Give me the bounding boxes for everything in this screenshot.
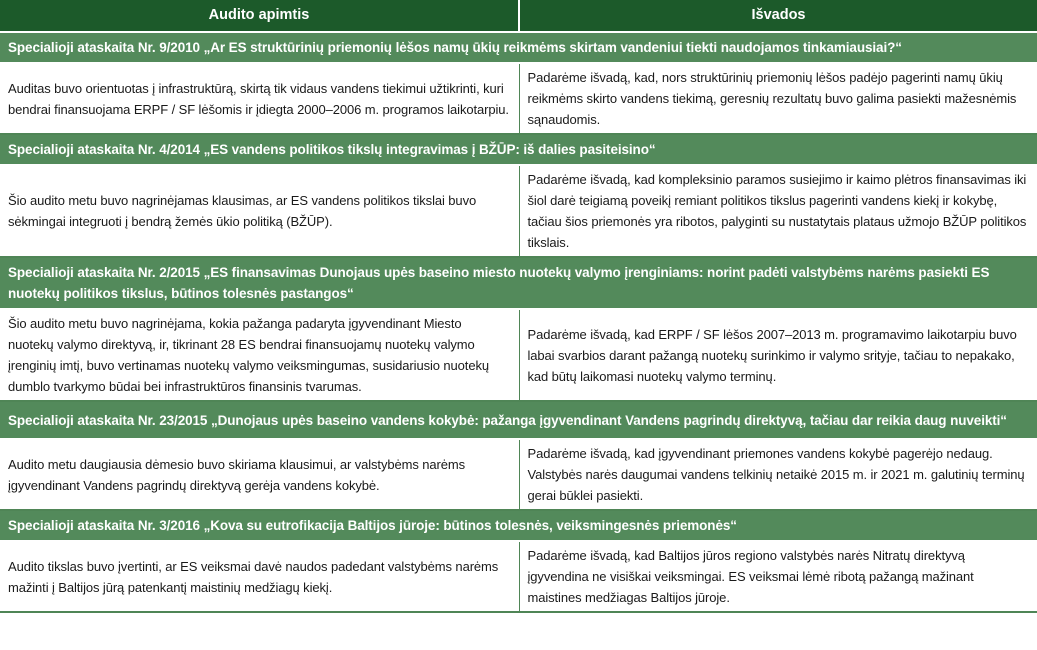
audit-scope-cell: Šio audito metu buvo nagrinėjama, kokia pažanga padaryta įgyvendinant Miesto nuotekų valymo direktyvą, ir, tikrinant 28 ES bendrai finansuojamų nuotekų valymo įrenginių imtį, buvo vertinamas nuotekų valymo veiksmingumas, susidariusio nuotekų dumblo tvarkymo būdai bei infrastruktūros finansinis tvarumas.	[0, 309, 519, 401]
audit-scope-cell: Audito metu daugiausia dėmesio buvo skiriama klausimui, ar valstybėms narėms įgyvendinant Vandens pagrindų direktyvą gerėja vandens kokybė.	[0, 439, 519, 510]
section-header-row	[0, 32, 1037, 63]
section-header-row	[0, 134, 1037, 165]
table-row	[0, 309, 1037, 401]
section-title: Specialioji ataskaita Nr. 2/2015 „ES finansavimas Dunojaus upės baseino miesto nuotekų valymo įrenginiams: norint padėti valstybėms narėms pasiekti ES nuotekų politikos tikslus, būtinos tolesnės pastangos“	[0, 257, 1037, 309]
audit-scope-cell: Auditas buvo orientuotas į infrastruktūrą, skirtą tik vidaus vandens tiekimui užtikrinti, kuri bendrai finansuojama ERPF / SF lėšomis ir įdiegta 2000–2006 m. programos laikotarpiu.	[0, 63, 519, 134]
table-row	[0, 439, 1037, 510]
header-row	[0, 0, 1037, 32]
conclusions-cell: Padarėme išvadą, kad įgyvendinant priemones vandens kokybė pagerėjo nedaug. Valstybės narės daugumai vandens telkinių netaikė 2015 m. ir 2021 m. galutinių terminų gerai būklei pasiekti.	[519, 439, 1037, 510]
audit-scope-cell: Audito tikslas buvo įvertinti, ar ES veiksmai davė naudos padedant valstybėms narėms mažinti į Baltijos jūrą patenkantį maistinių medžiagų kiekį.	[0, 541, 519, 612]
conclusions-cell: Padarėme išvadą, kad, nors struktūrinių priemonių lėšos padėjo pagerinti namų ūkių reikmėms skirto vandens tiekimą, geresnių rezultatų buvo galima pasiekti mažesnėmis sąnaudomis.	[519, 63, 1037, 134]
section-title: Specialioji ataskaita Nr. 3/2016 „Kova su eutrofikacija Baltijos jūroje: būtinos tolesnės, veiksmingesnės priemonės“	[0, 510, 1037, 541]
table-row	[0, 165, 1037, 257]
column-header-conclusions: Išvados	[519, 0, 1037, 32]
audit-scope-cell: Šio audito metu buvo nagrinėjamas klausimas, ar ES vandens politikos tikslai buvo sėkmingai integruoti į bendrą žemės ūkio politiką (BŽŪP).	[0, 165, 519, 257]
section-title: Specialioji ataskaita Nr. 23/2015 „Dunojaus upės baseino vandens kokybė: pažanga įgyvendinant Vandens pagrindų direktyvą, tačiau dar reikia daug nuveikti“	[0, 401, 1037, 439]
conclusions-cell: Padarėme išvadą, kad Baltijos jūros regiono valstybės narės Nitratų direktyvą įgyvendina ne visiškai veiksmingai. ES veiksmai lėmė ribotą pažangą mažinant maistines medžiagas Baltijos jūroje.	[519, 541, 1037, 612]
section-header-row	[0, 257, 1037, 309]
section-header-row	[0, 401, 1037, 439]
conclusions-cell: Padarėme išvadą, kad kompleksinio paramos susiejimo ir kaimo plėtros finansavimas iki šiol darė teigiamą poveikį remiant politikos tikslus pagerinti vandens kiekį ir kokybę, tačiau šios priemonės yra ribotos, palyginti su nustatytais plataus užmojo BŽŪP politikos tikslais.	[519, 165, 1037, 257]
column-header-audit-scope: Audito apimtis	[0, 0, 519, 32]
section-header-row	[0, 510, 1037, 541]
section-title: Specialioji ataskaita Nr. 9/2010 „Ar ES struktūrinių priemonių lėšos namų ūkių reikmėms skirtam vandeniui tiekti naudojamos tinkamiausiai?“	[0, 32, 1037, 63]
table-row	[0, 541, 1037, 612]
conclusions-cell: Padarėme išvadą, kad ERPF / SF lėšos 2007–2013 m. programavimo laikotarpiu buvo labai svarbios darant pažangą nuotekų surinkimo ir valymo srityje, tačiau to nepakako, kad būtų laikomasi nuotekų valymo terminų.	[519, 309, 1037, 401]
section-title: Specialioji ataskaita Nr. 4/2014 „ES vandens politikos tikslų integravimas į BŽŪP: iš dalies pasiteisino“	[0, 134, 1037, 165]
table-row	[0, 63, 1037, 134]
